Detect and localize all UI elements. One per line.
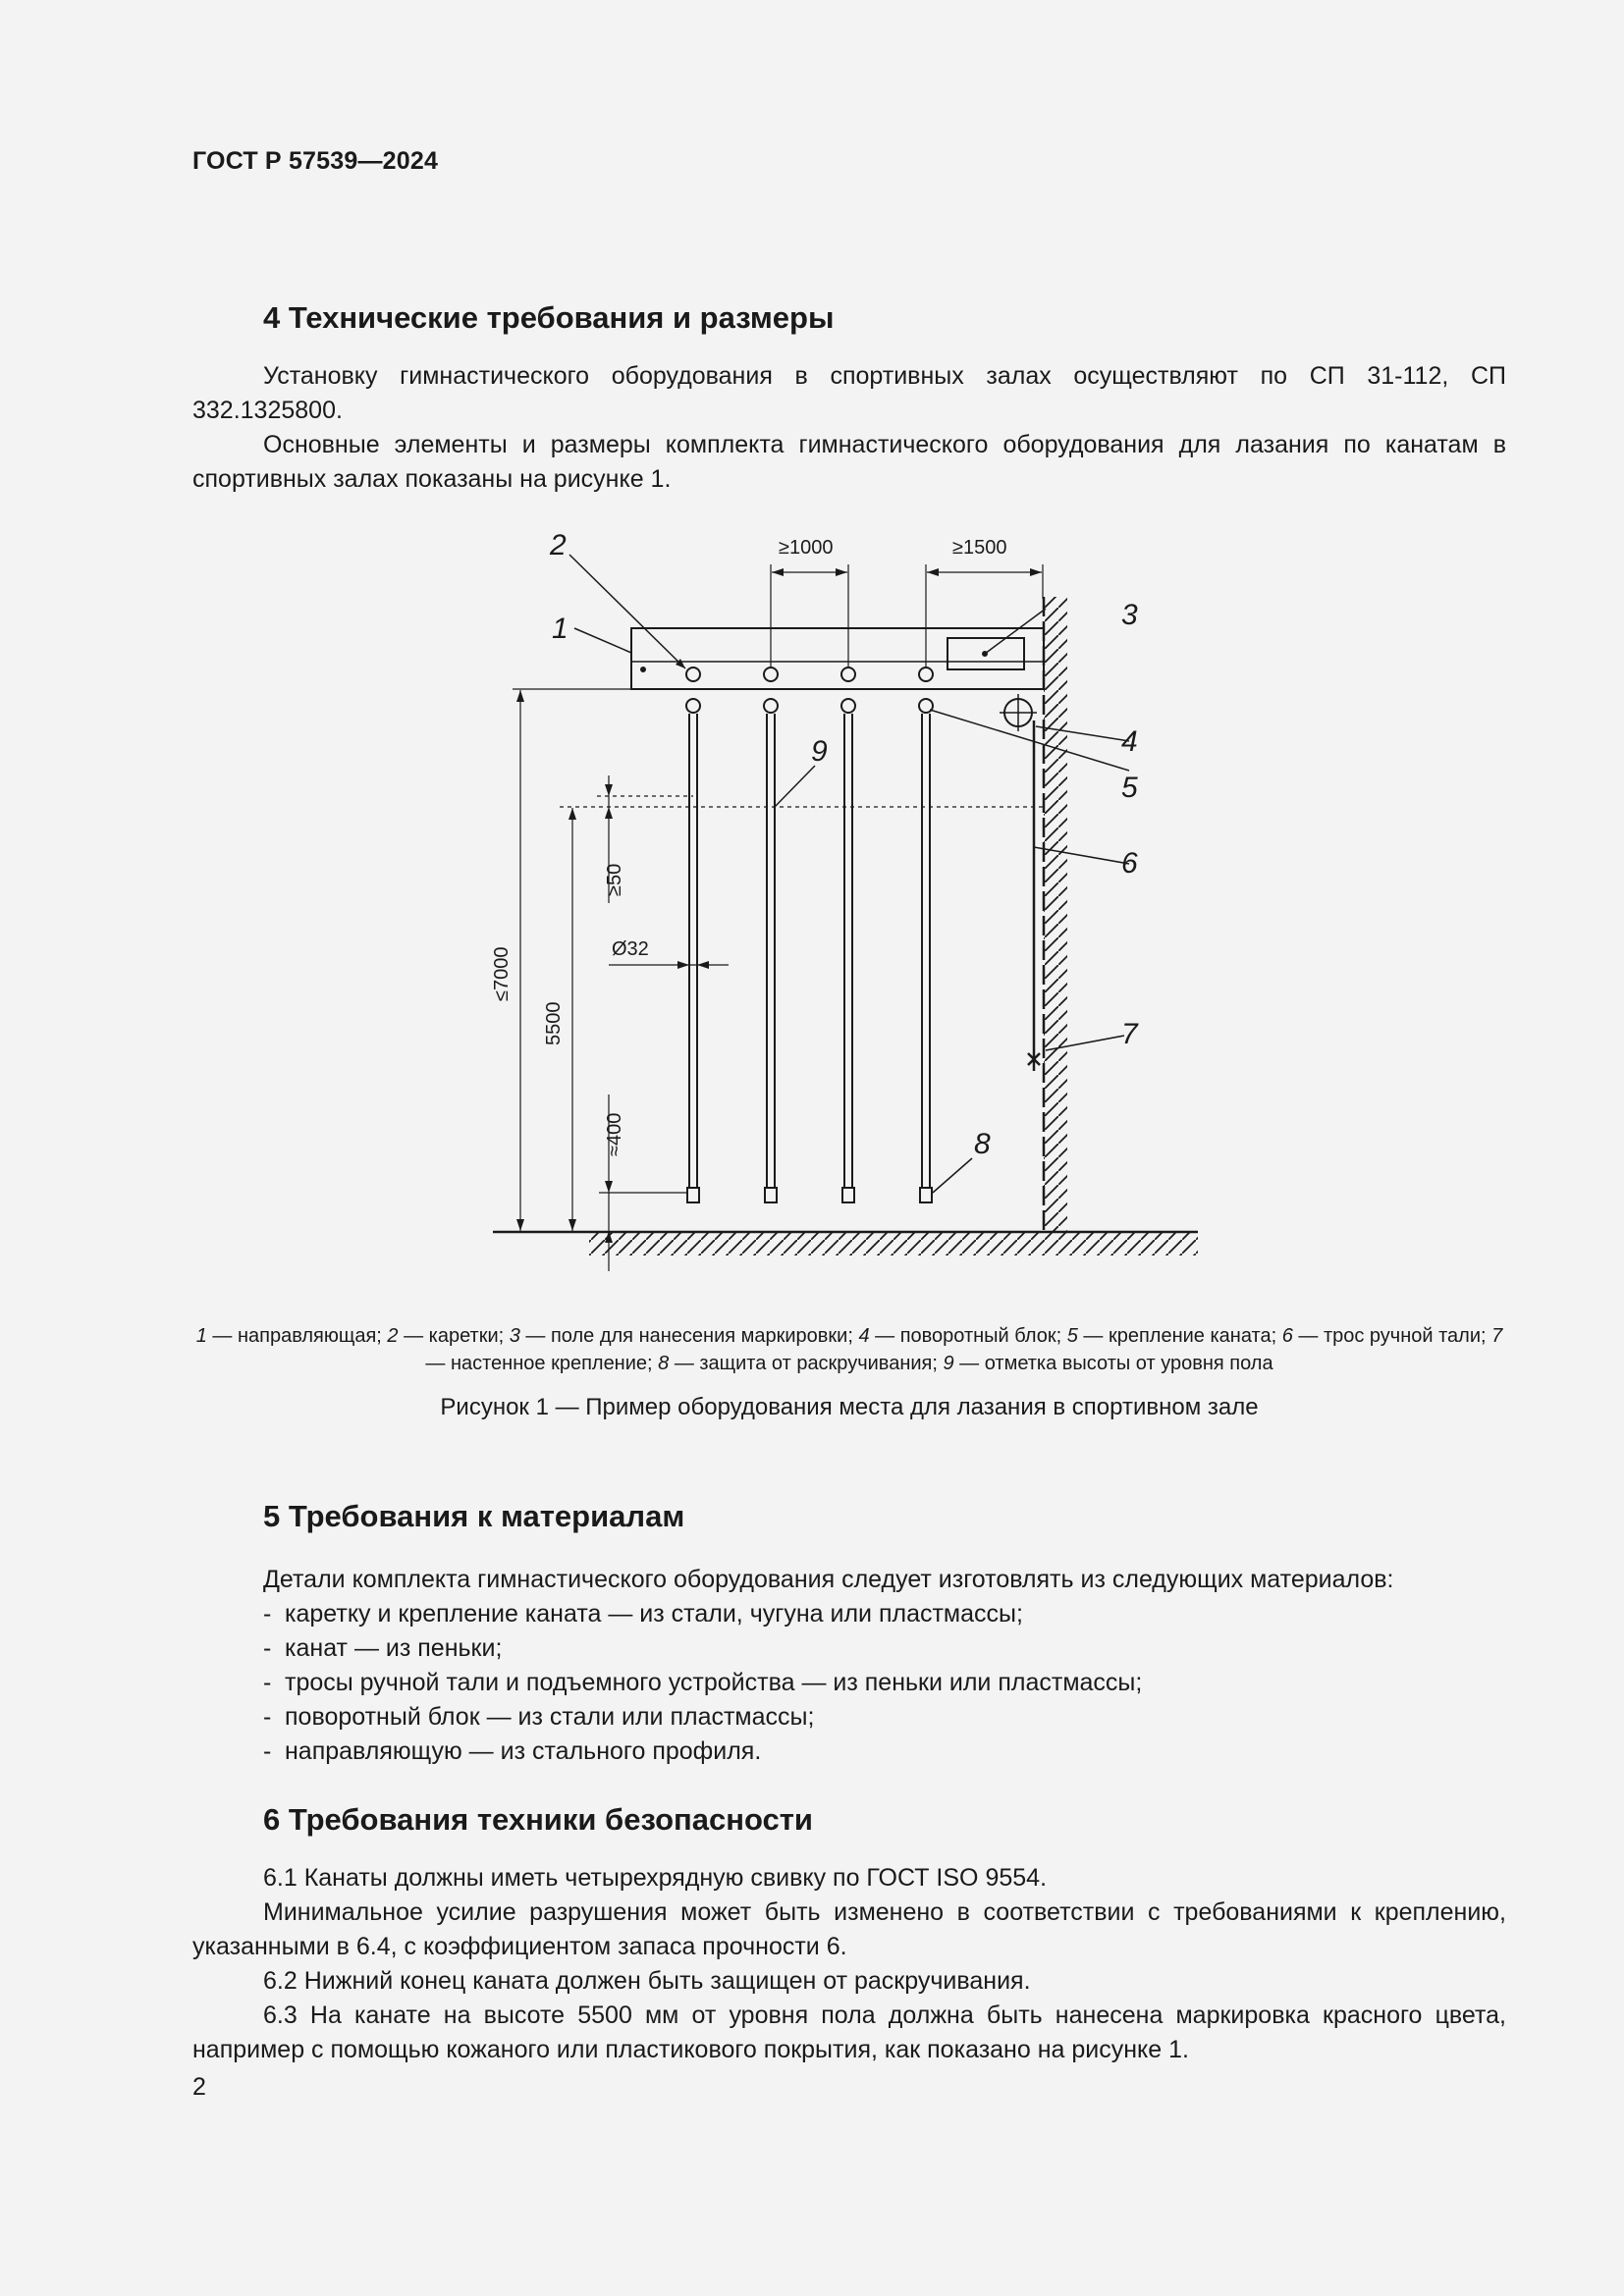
- dim-5500: 5500: [543, 1001, 565, 1045]
- callout-6: 6: [1121, 847, 1138, 880]
- callout-1: 1: [552, 613, 568, 645]
- section-6-title: 6 Требования техники безопасности: [263, 1802, 813, 1837]
- list-item: - тросы ручной тали и подъемного устройства — из пеньки или пластмассы;: [263, 1669, 1143, 1696]
- callout-3: 3: [1121, 599, 1138, 631]
- floor: [493, 1232, 1198, 1255]
- rope-4: [919, 667, 933, 1202]
- list-item: - канат — из пеньки;: [263, 1634, 503, 1662]
- dim-1000: ≥1000: [779, 537, 834, 559]
- dim-50: ≥50: [604, 863, 625, 896]
- rope-2: [764, 667, 778, 1202]
- callout-7: 7: [1121, 1018, 1138, 1050]
- callout-8: 8: [974, 1128, 991, 1160]
- list-item: - направляющую — из стального профиля.: [263, 1737, 762, 1765]
- rope-3: [841, 667, 855, 1202]
- dim-400: ≈400: [604, 1112, 625, 1156]
- materials-list: [263, 1597, 1142, 1769]
- callout-4: 4: [1121, 725, 1138, 758]
- section-6-paragraph-3: 6.2 Нижний конец каната должен быть защищен от раскручивания.: [263, 1967, 1031, 1995]
- dim-7000: ≤7000: [491, 946, 513, 1001]
- section-5-title: 5 Требования к материалам: [263, 1499, 685, 1533]
- section-4-title: 4 Технические требования и размеры: [263, 300, 835, 335]
- list-item: - каретку и крепление каната — из стали, чугуна или пластмассы;: [263, 1600, 1023, 1628]
- list-item: - поворотный блок — из стали или пластмассы;: [263, 1703, 815, 1731]
- section-4-paragraph-2: Основные элементы и размеры комплекта гимнастического оборудования для лазания по канатам в спортивных залах показаны на рисунке 1.: [192, 431, 1506, 493]
- section-6-paragraph-4: 6.3 На канате на высоте 5500 мм от уровня пола должна быть нанесена маркировка красного цвета, например с помощью кожаного или пластикового покрытия, как показано на рисунке 1.: [192, 2002, 1506, 2063]
- section-5-intro: Детали комплекта гимнастического оборудования следует изготовлять из следующих материалов:: [263, 1566, 1394, 1593]
- dim-diameter: Ø32: [612, 938, 649, 960]
- figure-legend: 1 — направляющая; 2 — каретки; 3 — поле для нанесения маркировки; 4 — поворотный блок; 5 — крепление каната; 6 — трос ручной тали; 7 — настенное крепление; 8 — защита от раскручивания; 9 — отметка высоты от уровня пола: [195, 1325, 1503, 1374]
- section-4-paragraph-1: Установку гимнастического оборудования в спортивных залах осуществляют по СП 31-112, СП 332.1325800.: [192, 362, 1506, 424]
- section-6-paragraph-1: 6.1 Канаты должны иметь четырехрядную свивку по ГОСТ ISO 9554.: [263, 1864, 1048, 1892]
- figure-caption: Рисунок 1 — Пример оборудования места для лазания в спортивном зале: [440, 1394, 1259, 1420]
- callout-9: 9: [811, 735, 828, 768]
- rope-1: [686, 667, 700, 1202]
- section-6-paragraph-2: Минимальное усилие разрушения может быть изменено в соответствии с требованиями к креплению, указанными в 6.4, с коэффициентом запаса прочности 6.: [192, 1898, 1506, 1960]
- figure-1-diagram: [481, 525, 1227, 1271]
- dim-1500: ≥1500: [952, 537, 1007, 559]
- callout-5: 5: [1121, 772, 1138, 804]
- document-header: ГОСТ Р 57539—2024: [192, 147, 439, 175]
- callout-2: 2: [550, 529, 567, 561]
- page-number: 2: [192, 2073, 206, 2101]
- wall: [1044, 597, 1067, 1232]
